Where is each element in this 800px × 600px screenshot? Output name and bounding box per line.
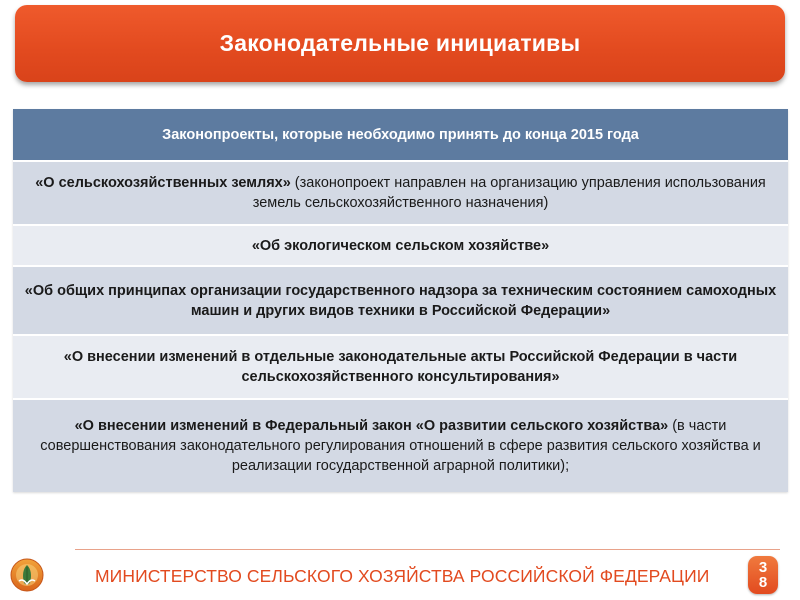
table-row <box>13 336 788 400</box>
footer-divider <box>75 549 780 550</box>
table-row <box>13 400 788 492</box>
ministry-emblem-icon <box>9 557 45 593</box>
table-row <box>13 267 788 336</box>
row-normal-text: (в части совершенствования законодательного регулирования отношений в сфере развития сельского хозяйства и реализации государственной аграрной политики); <box>40 418 761 474</box>
ministry-name: МИНИСТЕРСТВО СЕЛЬСКОГО ХОЗЯЙСТВА РОССИЙСКОЙ ФЕДЕРАЦИИ <box>95 566 710 586</box>
row-bold-text: «О внесении изменений в Федеральный закон «О развитии сельского хозяйства» <box>74 418 669 434</box>
page-number-digit-2: 8 <box>758 574 768 591</box>
page-number-badge <box>748 556 778 594</box>
table-row <box>13 226 788 267</box>
slide-title: Законодательные инициативы <box>219 30 581 56</box>
bills-table <box>13 109 788 492</box>
page-number-digit-1: 3 <box>758 559 768 576</box>
row-text <box>23 173 778 213</box>
row-normal-text: (законопроект направлен на организацию управления использования земель сельскохозяйственного назначения) <box>252 175 766 211</box>
title-banner <box>15 5 785 82</box>
row-text <box>252 236 549 256</box>
row-text <box>23 416 778 476</box>
row-bold-text: «О сельскохозяйственных землях» <box>35 175 291 191</box>
table-header: Законопроекты, которые необходимо принять до конца 2015 года <box>13 109 788 162</box>
row-text <box>23 281 778 321</box>
row-text <box>23 347 778 387</box>
row-bold-text: «Об общих принципах организации государственного надзора за техническим состоянием самоходных машин и других видов техники в Российской Федерации» <box>24 282 777 319</box>
row-bold-text: «О внесении изменений в отдельные законодательные акты Российской Федерации в части сельскохозяйственного консультирования» <box>63 349 738 385</box>
table-row <box>13 162 788 226</box>
row-bold-text: «Об экологическом сельском хозяйстве» <box>251 237 550 254</box>
